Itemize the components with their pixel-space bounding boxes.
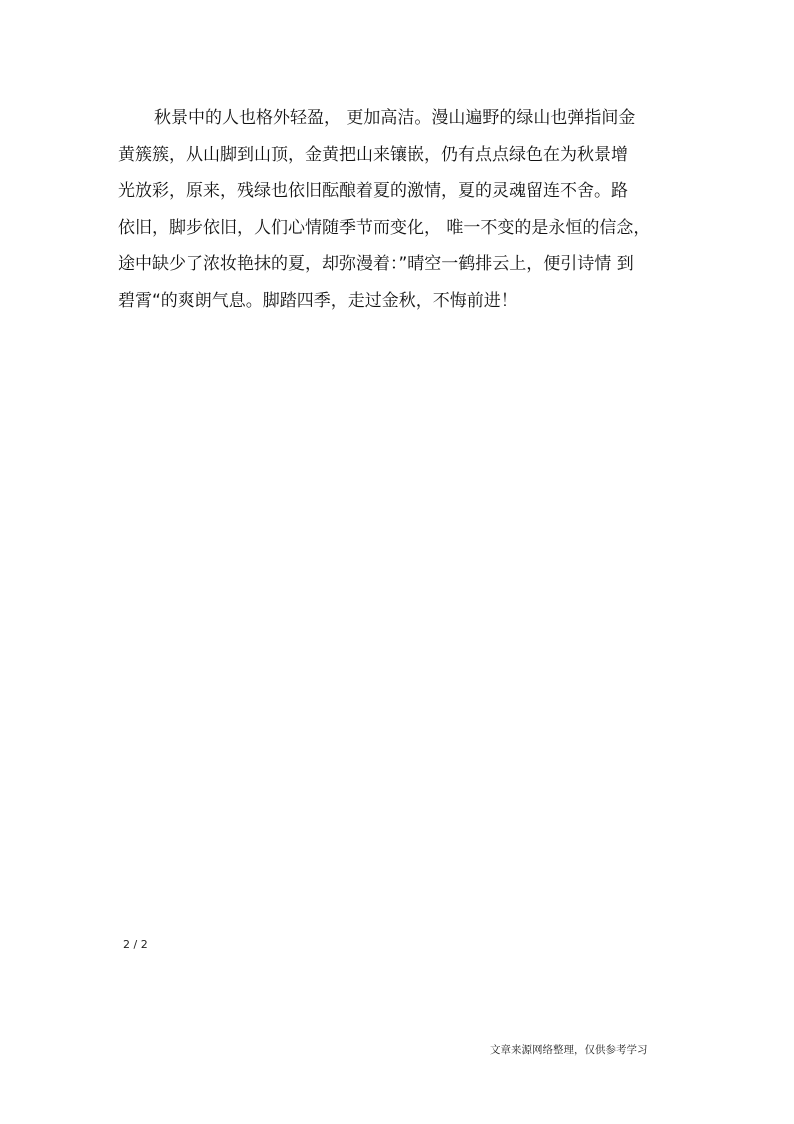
paragraph-line: 黄簇簇，从山脚到山顶，金黄把山来镶嵌，仍有点点绿色在为秋景增: [118, 144, 628, 165]
paragraph-line: 光放彩，原来，残绿也依旧酝酿着夏的激情，夏的灵魂留连不舍。路: [118, 181, 628, 201]
page-number: 2 / 2: [123, 938, 148, 951]
footer-note: 文章来源网络整理，仅供参考学习: [490, 1044, 648, 1056]
paragraph-line: 秋景中的人也格外轻盈， 更加高洁。漫山遍野的绿山也弹指间金: [154, 108, 636, 128]
body-paragraph: [118, 100, 678, 319]
paragraph-line: 途中缺少了浓妆艳抹的夏，却弥漫着：”晴空一鹤排云上，便引诗情 到: [118, 254, 634, 274]
paragraph-line: 碧霄“的爽朗气息。脚踏四季，走过金秋，不悔前进！: [118, 290, 518, 311]
paragraph-line: 依旧，脚步依旧，人们心情随季节而变化， 唯一不变的是永恒的信念，: [118, 217, 651, 238]
